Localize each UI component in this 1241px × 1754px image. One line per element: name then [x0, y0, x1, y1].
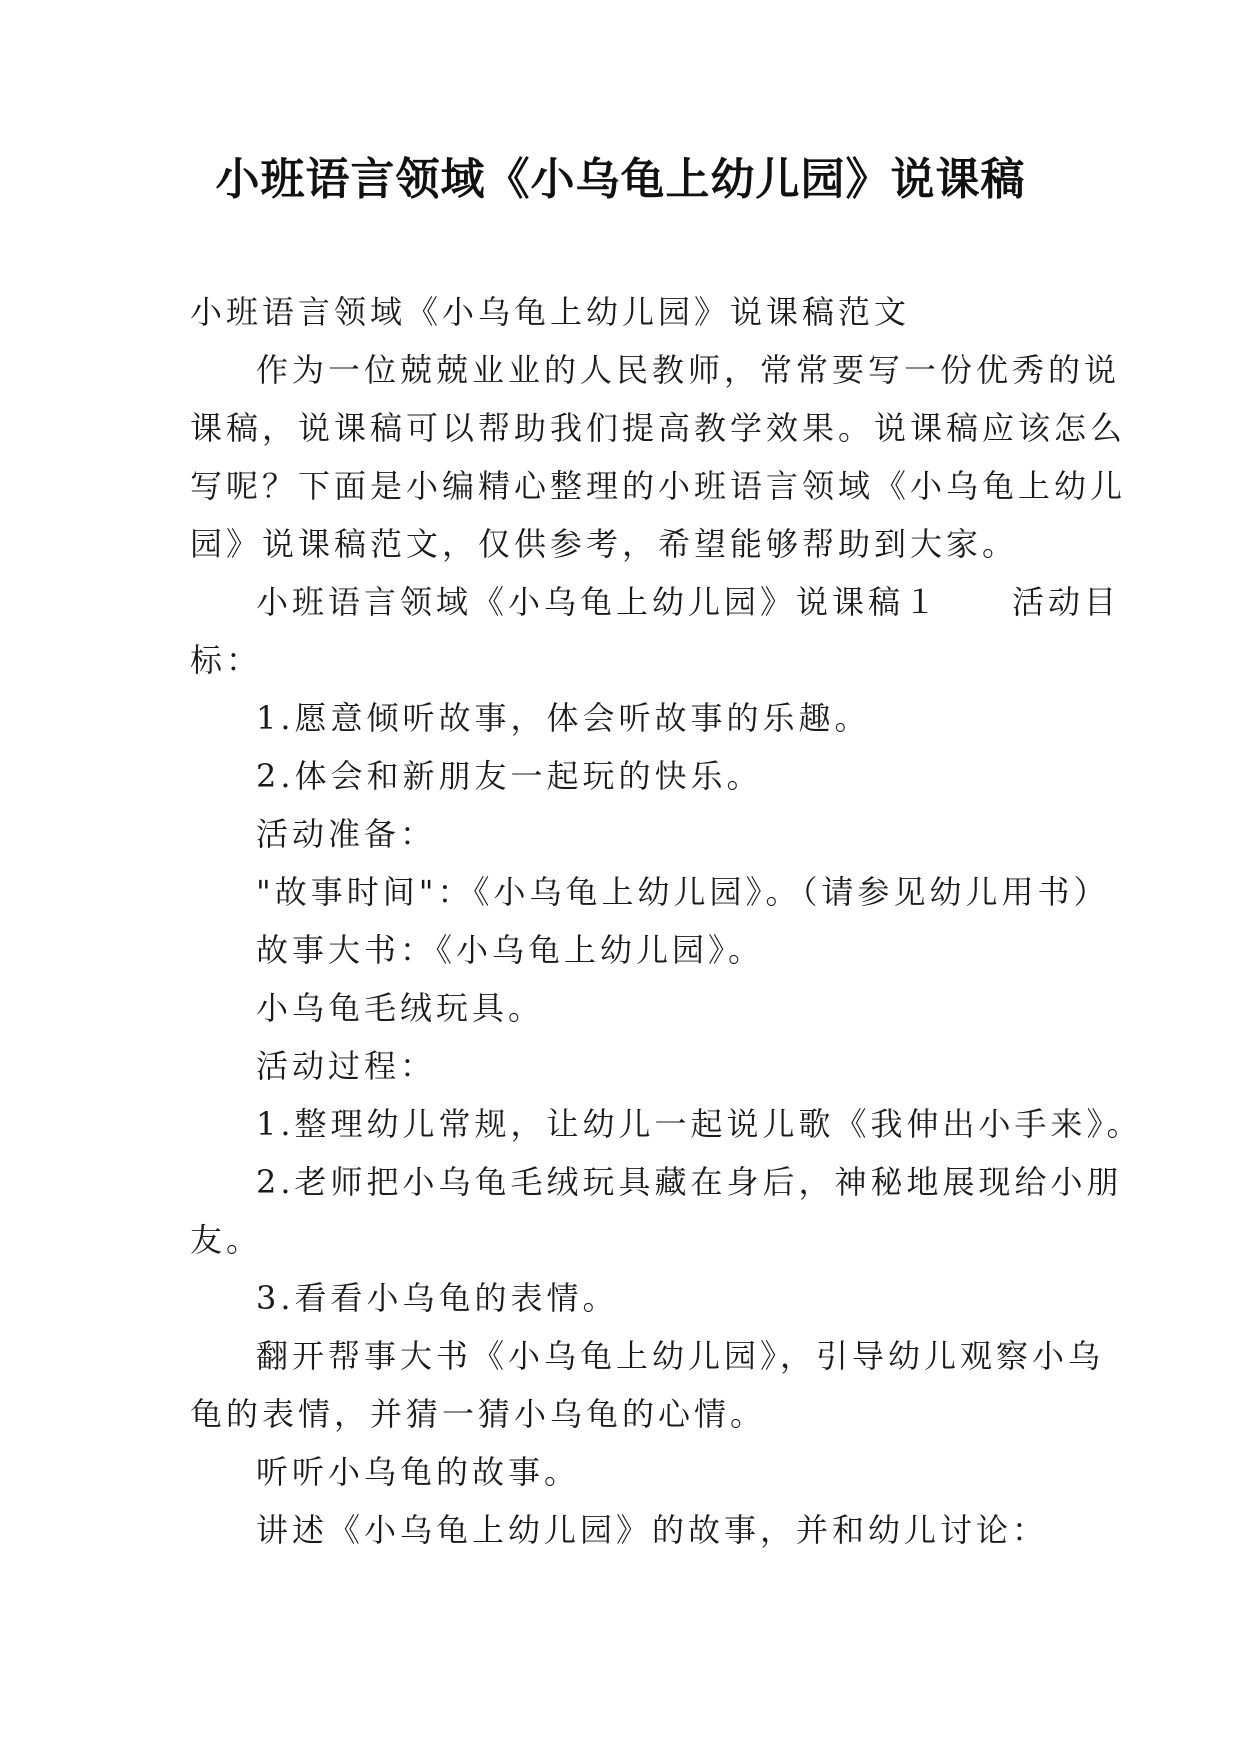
paragraph-line: 1.愿意倾听故事，体会听故事的乐趣。: [256, 699, 871, 737]
paragraph-line: 讲述《小乌龟上幼儿园》的故事，并和幼儿讨论：: [256, 1511, 1049, 1549]
paragraph-line: 小班语言领域《小乌龟上幼儿园》说课稿１ 活动目: [256, 583, 1121, 621]
paragraph-line: 小乌龟毛绒玩具。: [256, 989, 545, 1027]
paragraph-line: 2.老师把小乌龟毛绒玩具藏在身后，神秘地展现给小朋: [256, 1163, 1123, 1201]
paragraph-line: 故事大书：《小乌龟上幼儿园》。: [256, 931, 765, 969]
paragraph-line: 1.整理幼儿常规，让幼儿一起说儿歌《我伸出小手来》。: [256, 1105, 1143, 1143]
paragraph-line: 活动准备：: [256, 815, 437, 853]
paragraph-line: "故事时间"：《小乌龟上幼儿园》。（请参见幼儿用书）: [256, 873, 1110, 911]
paragraph-line: 小班语言领域《小乌龟上幼儿园》说课稿范文: [190, 293, 911, 331]
document-body: [190, 283, 1143, 1559]
paragraph-line: 2.体会和新朋友一起玩的快乐。: [256, 757, 763, 795]
paragraph-line: 3.看看小乌龟的表情。: [256, 1279, 619, 1317]
paragraph-line: 听听小乌龟的故事。: [256, 1453, 581, 1491]
paragraph-line: 龟的表情，并猜一猜小乌龟的心情。: [190, 1395, 767, 1433]
paragraph-line: 园》说课稿范文，仅供参考，希望能够帮助到大家。: [190, 525, 1019, 563]
paragraph-line: 友。: [190, 1221, 263, 1259]
paragraph-line: 作为一位兢兢业业的人民教师，常常要写一份优秀的说: [256, 351, 1121, 389]
paragraph-line: 标：: [190, 641, 263, 679]
paragraph-line: 写呢？下面是小编精心整理的小班语言领域《小乌龟上幼儿: [190, 467, 1127, 505]
paragraph-line: 翻开帮事大书《小乌龟上幼儿园》，引导幼儿观察小乌: [256, 1337, 1105, 1375]
document-title: 小班语言领域《小乌龟上幼儿园》说课稿: [215, 154, 1026, 205]
paragraph-line: 活动过程：: [256, 1047, 437, 1085]
paragraph-line: 课稿，说课稿可以帮助我们提高教学效果。说课稿应该怎么: [190, 409, 1127, 447]
